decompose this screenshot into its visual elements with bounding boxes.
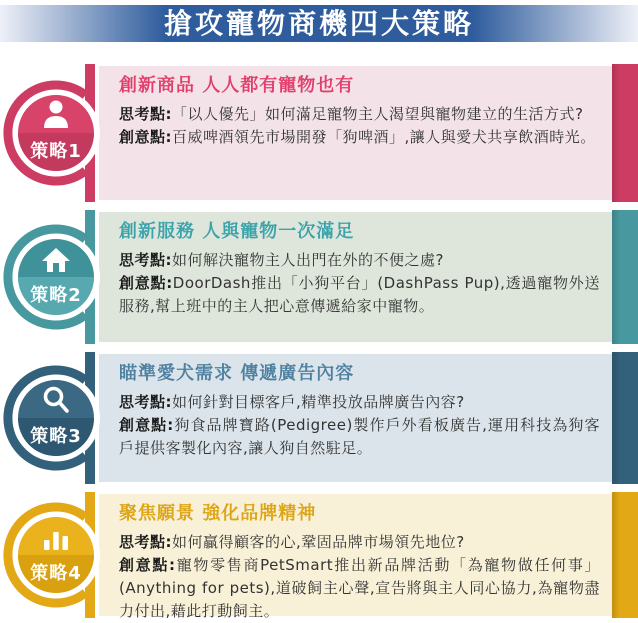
strategy-2-badge-label: 策略2 [30, 285, 82, 306]
strategy-4-section [0, 492, 638, 618]
strategy-3-content-box [99, 354, 612, 482]
strategy-4-badge-label: 策略4 [30, 563, 82, 584]
think-text: 如何解決寵物主人出門在外的不便之處? [172, 250, 444, 269]
title-banner [0, 5, 638, 42]
right-accent-bar [612, 210, 638, 344]
idea-text: DoorDash推出「小狗平台」(DashPass Pup),透過寵物外送服務,幫上班中的主人把心意傳遞給家中寵物。 [119, 273, 600, 315]
strategy-4-badge [0, 499, 112, 611]
think-text: 如何贏得顧客的心,鞏固品牌市場領先地位? [172, 532, 465, 551]
idea-label: 創意點: [119, 127, 172, 146]
right-accent-bar [612, 492, 638, 618]
think-label: 思考點: [119, 250, 172, 269]
idea-label: 創意點: [119, 555, 176, 574]
strategy-3-title: 瞄準愛犬需求 傳遞廣告內容 [119, 363, 355, 384]
strategy-2-title: 創新服務 人與寵物一次滿足 [119, 221, 355, 242]
think-text: 「以人優先」如何滿足寵物主人渴望與寵物建立的生活方式? [172, 104, 584, 123]
strategy-4-idea [119, 554, 600, 623]
strategy-2-section [0, 210, 638, 344]
idea-label: 創意點: [119, 415, 174, 434]
idea-label: 創意點: [119, 273, 173, 292]
strategy-2-content-box [99, 212, 612, 342]
strategy-1-section [0, 64, 638, 202]
strategy-1-content-box [99, 66, 612, 200]
strategy-1-think [119, 103, 600, 126]
strategy-3-idea [119, 414, 600, 460]
right-accent-bar [612, 352, 638, 484]
strategy-3-badge-label: 策略3 [30, 426, 82, 447]
strategy-4-content-box [99, 494, 612, 620]
think-text: 如何針對目標客戶,精準投放品牌廣告內容? [172, 392, 465, 411]
right-accent-bar [612, 64, 638, 202]
page-title: 搶攻寵物商機四大策略 [163, 6, 474, 40]
strategy-3-section [0, 352, 638, 484]
strategy-4-title: 聚焦願景 強化品牌精神 [119, 503, 317, 524]
strategy-2-badge [0, 221, 112, 333]
strategy-1-badge [0, 77, 112, 189]
idea-text: 狗食品牌寶路(Pedigree)製作戶外看板廣告,運用科技為狗客戶提供客製化內容,讓人狗自然駐足。 [119, 415, 601, 457]
strategy-2-idea [119, 272, 600, 318]
strategy-4-think [119, 531, 600, 554]
think-label: 思考點: [119, 104, 172, 123]
idea-text: 百威啤酒領先市場開發「狗啤酒」,讓人與愛犬共享飲酒時光。 [172, 127, 596, 146]
think-label: 思考點: [119, 532, 172, 551]
think-label: 思考點: [119, 392, 172, 411]
strategy-3-badge [0, 362, 112, 474]
strategy-1-badge-label: 策略1 [30, 141, 82, 162]
strategy-3-think [119, 391, 600, 414]
strategy-1-title: 創新商品 人人都有寵物也有 [119, 75, 355, 96]
strategy-2-think [119, 249, 600, 272]
strategy-1-idea [119, 126, 600, 149]
idea-text: 寵物零售商PetSmart推出新品牌活動「為寵物做任何事」(Anything for pets),道破飼主心聲,宣告將與主人同心協力,為寵物盡力付出,藉此打動飼主。 [119, 555, 601, 620]
